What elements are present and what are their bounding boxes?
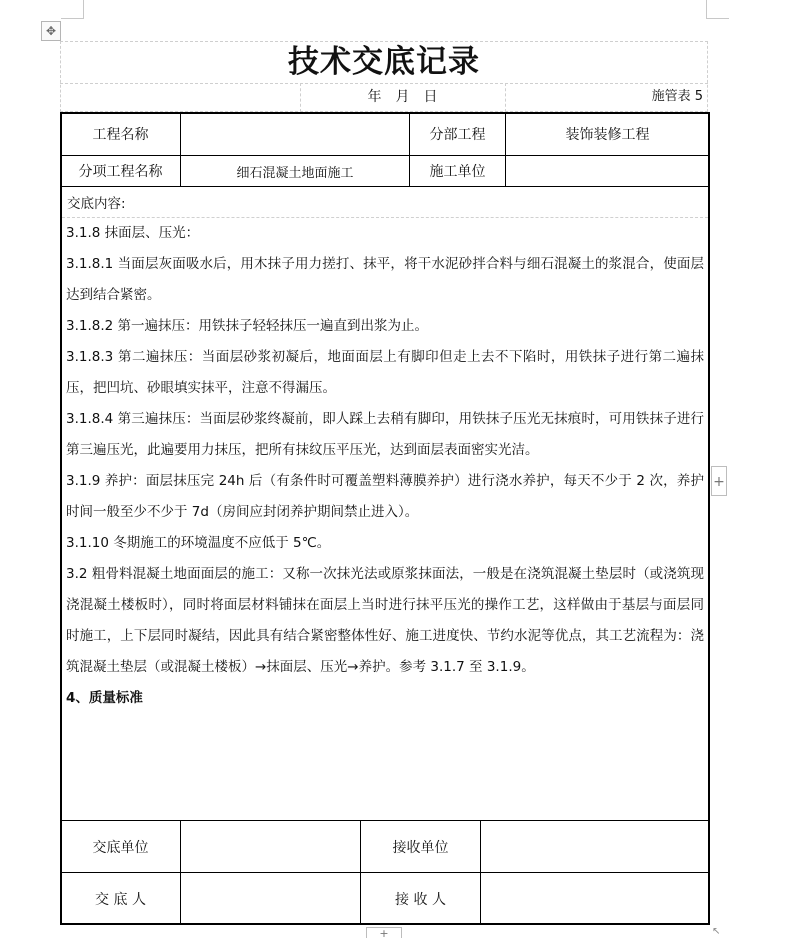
handover-unit-field[interactable] [181,821,360,872]
content-paragraph: 3.1.9 养护：面层抹压完 24h 后（有条件时可覆盖塑料薄膜养护）进行浇水养护，每天不少于 2 次，养护时间一般至少不少于 7d（房间应封闭养护期间禁止进入）。 [66,473,704,520]
table-move-handle-icon[interactable]: ✥ [41,21,61,41]
subitem-field[interactable]: 细石混凝土地面施工 [236,165,354,181]
page-corner-mark [61,0,84,19]
page-corner-mark [706,0,729,19]
handover-person-field[interactable] [181,873,360,924]
receiving-unit-label: 接收单位 [392,839,449,856]
receiving-unit-field[interactable] [481,821,709,872]
receiver-label: 接 收 人 [395,891,446,908]
form-number: 施管表 5 [651,89,703,104]
section-heading: 4、质量标准 [66,690,143,706]
content-paragraph: 3.1.8.3 第二遍抹压：当面层砂浆初凝后，地面面层上有脚印但走上去不下陷时，用铁抹子进行第二遍抹压，把凹坑、砂眼填实抹平，注意不得漏压。 [66,349,704,396]
content-paragraph: 3.2 粗骨料混凝土地面面层的施工：又称一次抹光法或原浆抹面法，一般是在浇筑混凝土垫层时（或浇筑现浇混凝土楼板时），同时将面层材料铺抹在面层上当时进行抹平压光的操作工艺，这样做由于基层与面层同时施工，上下层同时凝结，因此具有结合紧密整体性好、施工进度快、节约水泥等优点，其工艺流程为：浇筑混凝土垫层（或混凝土楼板）→抹面层、压光→养护。参考 3.1.7 至 3.1.9。 [66,566,704,675]
document-title: 技术交底记录 [288,44,480,80]
content-paragraph: 3.1.8.1 当面层灰面吸水后，用木抹子用力搓打、抹平，将干水泥砂拌合料与细石混凝土的浆混合，使面层达到结合紧密。 [66,256,704,303]
add-column-button[interactable]: + [711,466,727,496]
division-field[interactable]: 装饰装修工程 [565,127,650,143]
date-field: 年 月 日 [367,89,438,105]
project-name-label: 工程名称 [92,127,149,143]
table-resize-icon[interactable]: ↖ [712,926,721,937]
construction-unit-label: 施工单位 [429,164,486,180]
content-paragraph: 3.1.8 抹面层、压光： [66,225,200,241]
project-name-field[interactable] [181,113,409,155]
receiver-field[interactable] [481,873,709,924]
content-body[interactable] [66,218,704,714]
handover-person-label: 交 底 人 [95,891,146,908]
division-label: 分部工程 [429,127,486,143]
add-row-button[interactable]: + [366,927,402,938]
content-paragraph: 3.1.10 冬期施工的环境温度不应低于 5℃。 [66,535,331,551]
content-paragraph: 3.1.8.4 第三遍抹压：当面层砂浆终凝前，即人踩上去稍有脚印，用铁抹子压光无抹痕时，可用铁抹子进行第三遍压光，此遍要用力抹压，把所有抹纹压平压光，达到面层表面密实光洁。 [66,411,704,458]
content-paragraph: 3.1.8.2 第一遍抹压：用铁抹子轻轻抹压一遍直到出浆为止。 [66,318,429,334]
content-label: 交底内容: [67,196,126,212]
construction-unit-field[interactable] [506,156,709,186]
subitem-label: 分项工程名称 [78,164,163,180]
handover-unit-label: 交底单位 [92,839,149,856]
